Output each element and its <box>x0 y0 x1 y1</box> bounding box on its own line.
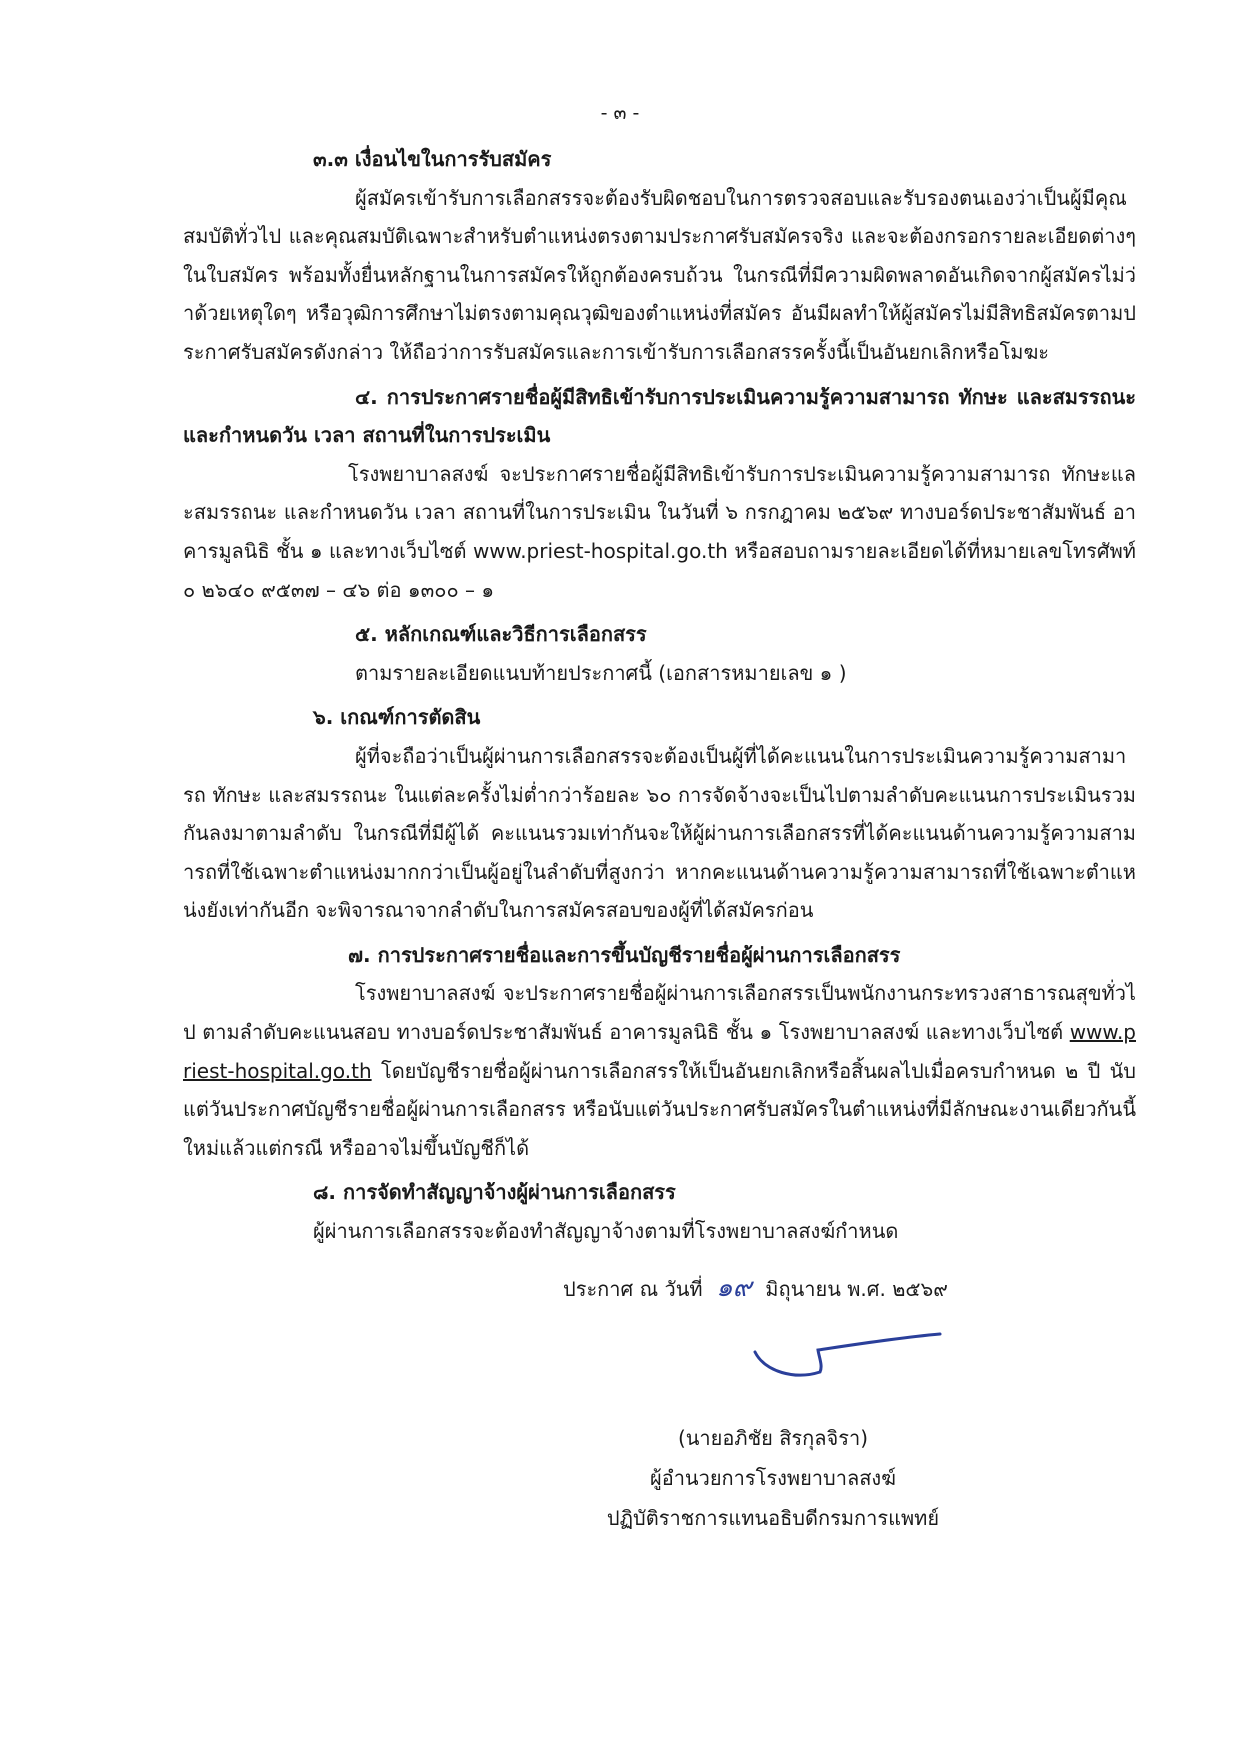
website-link[interactable]: www.priest-hospital.go.th <box>183 1020 1136 1083</box>
signature-block <box>583 1418 963 1538</box>
section-8-body: ผู้ผ่านการเลือกสรรจะต้องทำสัญญาจ้างตามที่โรงพยาบาลสงฆ์กำหนด <box>313 1219 899 1244</box>
section-5-heading: ๕. หลักเกณฑ์และวิธีการเลือกสรร <box>355 622 647 647</box>
announcement-date <box>563 1267 948 1308</box>
section-6-heading: ๖. เกณฑ์การตัดสิน <box>313 705 481 730</box>
section-4-heading: ๔. การประกาศรายชื่อผู้มีสิทธิเข้ารับการประเมินความรู้ความสามารถ ทักษะ และสมรรถนะ และกำหนดวัน เวลา สถานที่ในการประเมิน <box>183 384 1136 448</box>
section-3-3-heading: ๓.๓ เงื่อนไขในการรับสมัคร <box>313 147 552 171</box>
document-body <box>183 140 1136 1251</box>
section-7-body-text-2: โดยบัญชีรายชื่อผู้ผ่านการเลือกสรรให้เป็นอันยกเลิกหรือสิ้นผลไปเมื่อครบกำหนด ๒ ปี นับแต่วันประกาศบัญชีรายชื่อผู้ผ่านการเลือกสรร หรือนับแต่วันประกาศรับสมัครในตำแหน่งที่มีลักษณะงานเดียวกันนี้ใหม่แล้วแต่กรณี หรืออาจไม่ขึ้นบัญชีก็ได้ <box>183 1058 1136 1160</box>
signatory-acting: ปฏิบัติราชการแทนอธิบดีกรมการแพทย์ <box>606 1506 940 1530</box>
signatory-name: (นายอภิชัย สิรกุลจิรา) <box>677 1426 869 1450</box>
section-5-body: ตามรายละเอียดแนบท้ายประกาศนี้ (เอกสารหมายเลข ๑ ) <box>355 660 847 685</box>
section-8-heading: ๘. การจัดทำสัญญาจ้างผู้ผ่านการเลือกสรร <box>313 1180 676 1205</box>
announcement-month-year: มิถุนายน พ.ศ. ๒๕๖๙ <box>765 1277 948 1301</box>
section-4-body: โรงพยาบาลสงฆ์ จะประกาศรายชื่อผู้มีสิทธิเข้ารับการประเมินความรู้ความสามารถ ทักษะและสมรรถนะ และกำหนดวัน เวลา สถานที่ในการประเมิน ในวันที่ ๖ กรกฎาคม ๒๕๖๙ ทางบอร์ดประชาสัมพันธ์ อาคารมูลนิธิ ชั้น ๑ และทางเว็บไซต์ www.priest-hospital.go.th หรือสอบถามรายละเอียดได้ที่หมายเลขโทรศัพท์ ๐ ๒๖๔๐ ๙๕๓๗ – ๔๖ ต่อ ๑๓๐๐ – ๑ <box>183 461 1136 602</box>
section-6-body: ผู้ที่จะถือว่าเป็นผู้ผ่านการเลือกสรรจะต้องเป็นผู้ที่ได้คะแนนในการประเมินความรู้ความสามารถ ทักษะ และสมรรถนะ ในแต่ละครั้งไม่ต่ำกว่าร้อยละ ๖๐ การจัดจ้างจะเป็นไปตามลำดับคะแนนการประเมินรวมกันลงมาตามลำดับ ในกรณีที่มีผู้ได้ คะแนนรวมเท่ากันจะให้ผู้ผ่านการเลือกสรรที่ได้คะแนนด้านความรู้ความสามารถที่ใช้เฉพาะตำแหน่งมากกว่าเป็นผู้อยู่ในลำดับที่สูงกว่า หากคะแนนด้านความรู้ความสามารถที่ใช้เฉพาะตำแหน่งยังเท่ากันอีก จะพิจารณาจากลำดับในการสมัครสอบของผู้ที่ได้สมัครก่อน <box>183 743 1136 923</box>
announcement-prefix: ประกาศ ณ วันที่ <box>563 1277 703 1301</box>
signature-image <box>745 1322 945 1392</box>
section-3-3-body: ผู้สมัครเข้ารับการเลือกสรรจะต้องรับผิดชอบในการตรวจสอบและรับรองตนเองว่าเป็นผู้มีคุณสมบัติทั่วไป และคุณสมบัติเฉพาะสำหรับตำแหน่งตรงตามประกาศรับสมัครจริง และจะต้องกรอกรายละเอียดต่างๆ ในใบสมัคร พร้อมทั้งยื่นหลักฐานในการสมัครให้ถูกต้องครบถ้วน ในกรณีที่มีความผิดพลาดอันเกิดจากผู้สมัครไม่ว่าด้วยเหตุใดๆ หรือวุฒิการศึกษาไม่ตรงตามคุณวุฒิของตำแหน่งที่สมัคร อันมีผลทำให้ผู้สมัครไม่มีสิทธิสมัครตามประกาศรับสมัครดังกล่าว ให้ถือว่าการรับสมัครและการเข้ารับการเลือกสรรครั้งนี้เป็นอันยกเลิกหรือโมฆะ <box>183 185 1136 364</box>
announcement-day: ๑๙ <box>716 1273 752 1303</box>
signatory-position: ผู้อำนวยการโรงพยาบาลสงฆ์ <box>649 1466 897 1490</box>
section-7-body <box>183 974 1136 1167</box>
page-number: - ๓ - <box>600 102 640 124</box>
section-7-body-text-1: โรงพยาบาลสงฆ์ จะประกาศรายชื่อผู้ผ่านการเลือกสรรเป็นพนักงานกระทรวงสาธารณสุขทั่วไป ตามลำดับคะแนนสอบ ทางบอร์ดประชาสัมพันธ์ อาคารมูลนิธิ ชั้น ๑ โรงพยาบาลสงฆ์ และทางเว็บไซต์ <box>183 981 1136 1045</box>
section-7-heading: ๗. การประกาศรายชื่อและการขึ้นบัญชีรายชื่อผู้ผ่านการเลือกสรร <box>348 942 901 967</box>
